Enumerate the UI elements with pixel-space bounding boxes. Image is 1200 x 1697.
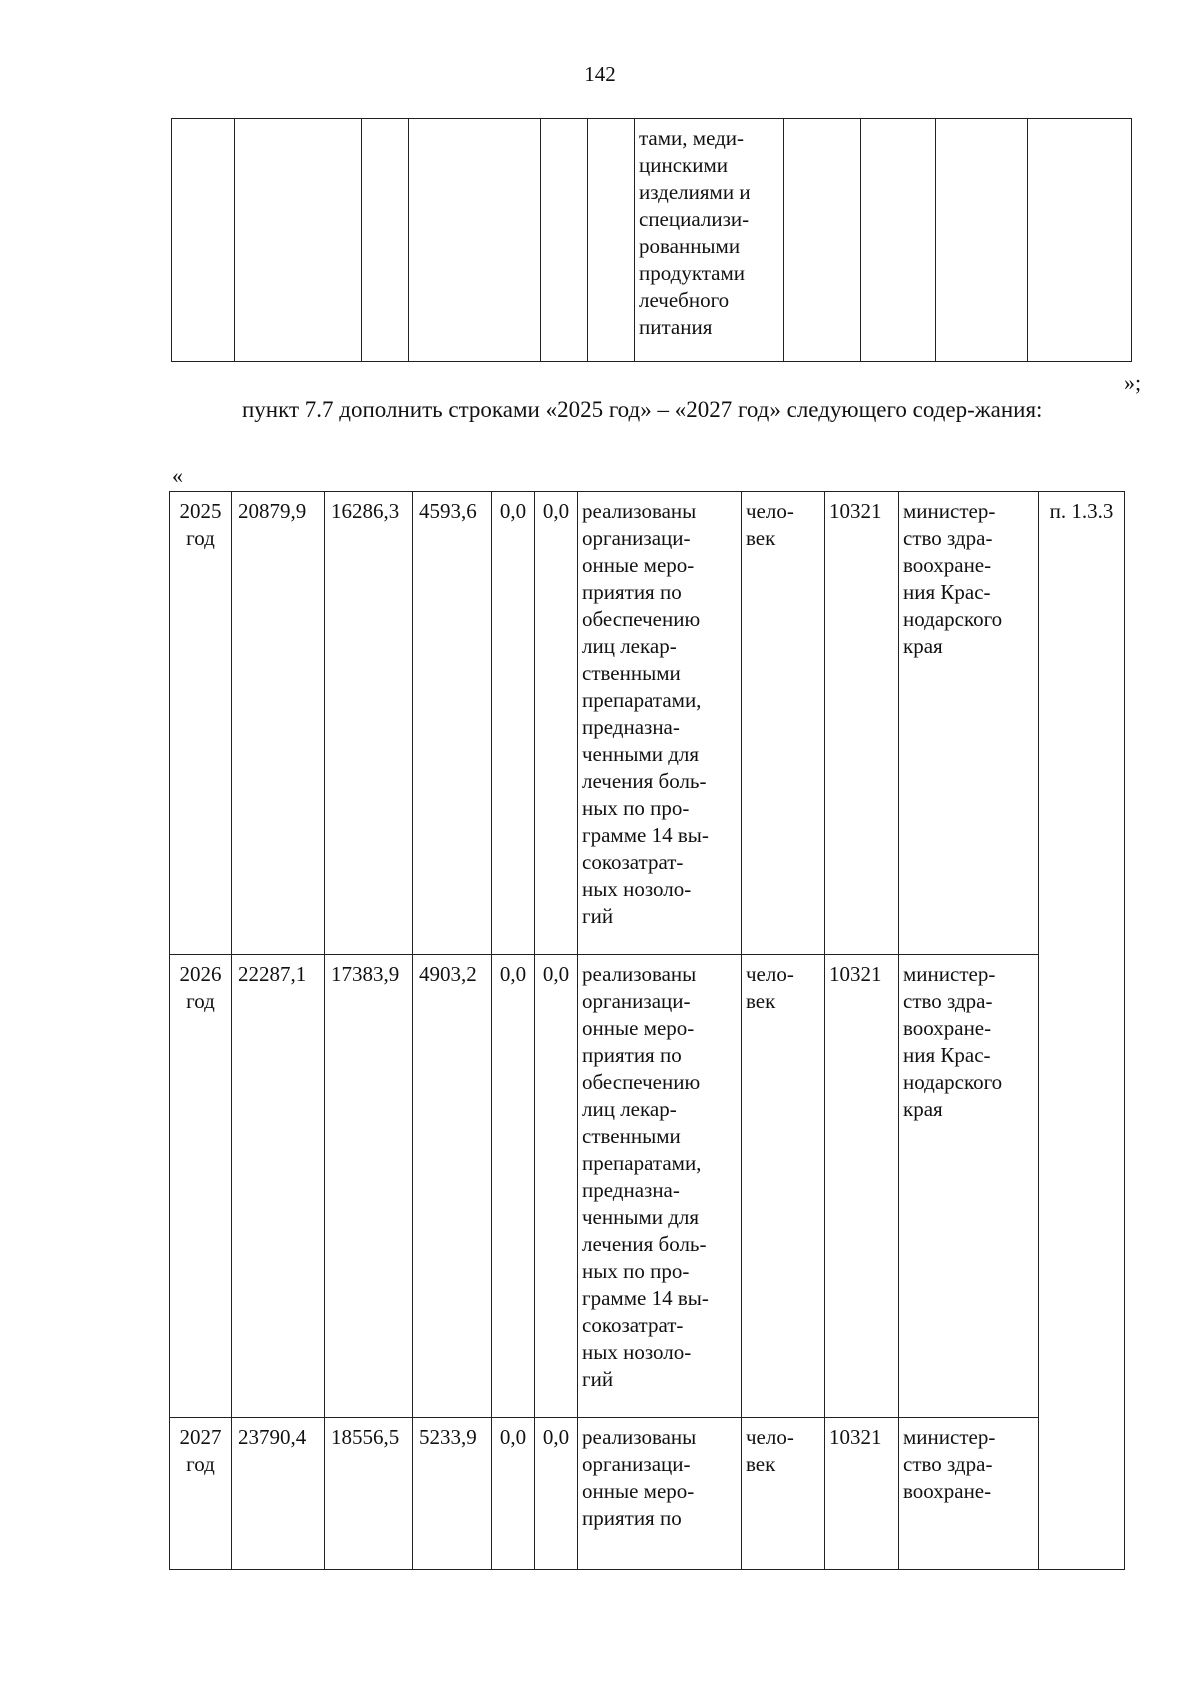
- continuation-table: [171, 118, 1132, 362]
- empty-cell: [362, 119, 409, 362]
- value-cell: 10321: [825, 1418, 899, 1570]
- empty-cell: [409, 119, 541, 362]
- total-cell: 23790,4: [232, 1418, 325, 1570]
- local-cell: 0,0: [492, 955, 535, 1418]
- year-cell: 2027 год: [170, 1418, 232, 1570]
- federal-cell: 17383,9: [325, 955, 413, 1418]
- unit-cell: чело- век: [742, 1418, 825, 1570]
- local-cell: 0,0: [492, 1418, 535, 1570]
- empty-cell: [541, 119, 588, 362]
- result-cell: реализованы организаци- онные меро- приятия по обеспечению лиц лекар- ственными препаратами, предназна- ченными для лечения боль- ных по про- грамме 14 вы- сокозатрат- ных нозоло- гий: [578, 955, 742, 1418]
- year-cell: 2026 год: [170, 955, 232, 1418]
- data-table: [169, 491, 1125, 1570]
- other-cell: 0,0: [535, 492, 578, 955]
- regional-cell: 4903,2: [413, 955, 492, 1418]
- executor-cell: министер- ство здра- воохране-: [899, 1418, 1039, 1570]
- result-cell: тами, меди- цинскими изделиями и специализи- рованными продуктами лечебного питания: [635, 119, 784, 362]
- regional-cell: 5233,9: [413, 1418, 492, 1570]
- empty-cell: [784, 119, 861, 362]
- other-cell: 0,0: [535, 955, 578, 1418]
- empty-cell: [936, 119, 1028, 362]
- page-number: 142: [584, 62, 616, 86]
- result-cell: реализованы организаци- онные меро- приятия по обеспечению лиц лекар- ственными препаратами, предназна- ченными для лечения боль- ных по про- грамме 14 вы- сокозатрат- ных нозоло- гий: [578, 492, 742, 955]
- value-cell: 10321: [825, 492, 899, 955]
- total-cell: 22287,1: [232, 955, 325, 1418]
- total-cell: 20879,9: [232, 492, 325, 955]
- empty-cell: [588, 119, 635, 362]
- table-row: [170, 492, 1125, 955]
- empty-cell: [861, 119, 936, 362]
- regional-cell: 4593,6: [413, 492, 492, 955]
- year-cell: 2025 год: [170, 492, 232, 955]
- federal-cell: 16286,3: [325, 492, 413, 955]
- body-paragraph: [172, 394, 1147, 425]
- empty-cell: [235, 119, 362, 362]
- executor-cell: министер- ство здра- воохране- ния Крас- нодарского края: [899, 955, 1039, 1418]
- executor-cell: министер- ство здра- воохране- ния Крас- нодарского края: [899, 492, 1039, 955]
- table-row: [170, 1418, 1125, 1570]
- paragraph-text: пункт 7.7 дополнить строками «2025 год» – «2027 год» следующего содер-жания:: [242, 397, 1043, 422]
- empty-cell: [172, 119, 235, 362]
- local-cell: 0,0: [492, 492, 535, 955]
- unit-cell: чело- век: [742, 492, 825, 955]
- result-cell: реализованы организаци- онные меро- приятия по: [578, 1418, 742, 1570]
- other-cell: 0,0: [535, 1418, 578, 1570]
- reference-cell: п. 1.3.3: [1039, 492, 1125, 1570]
- opening-quote: «: [172, 463, 183, 488]
- closing-quote: »;: [1124, 370, 1142, 395]
- value-cell: 10321: [825, 955, 899, 1418]
- unit-cell: чело- век: [742, 955, 825, 1418]
- table-row: [170, 955, 1125, 1418]
- empty-cell: [1028, 119, 1132, 362]
- federal-cell: 18556,5: [325, 1418, 413, 1570]
